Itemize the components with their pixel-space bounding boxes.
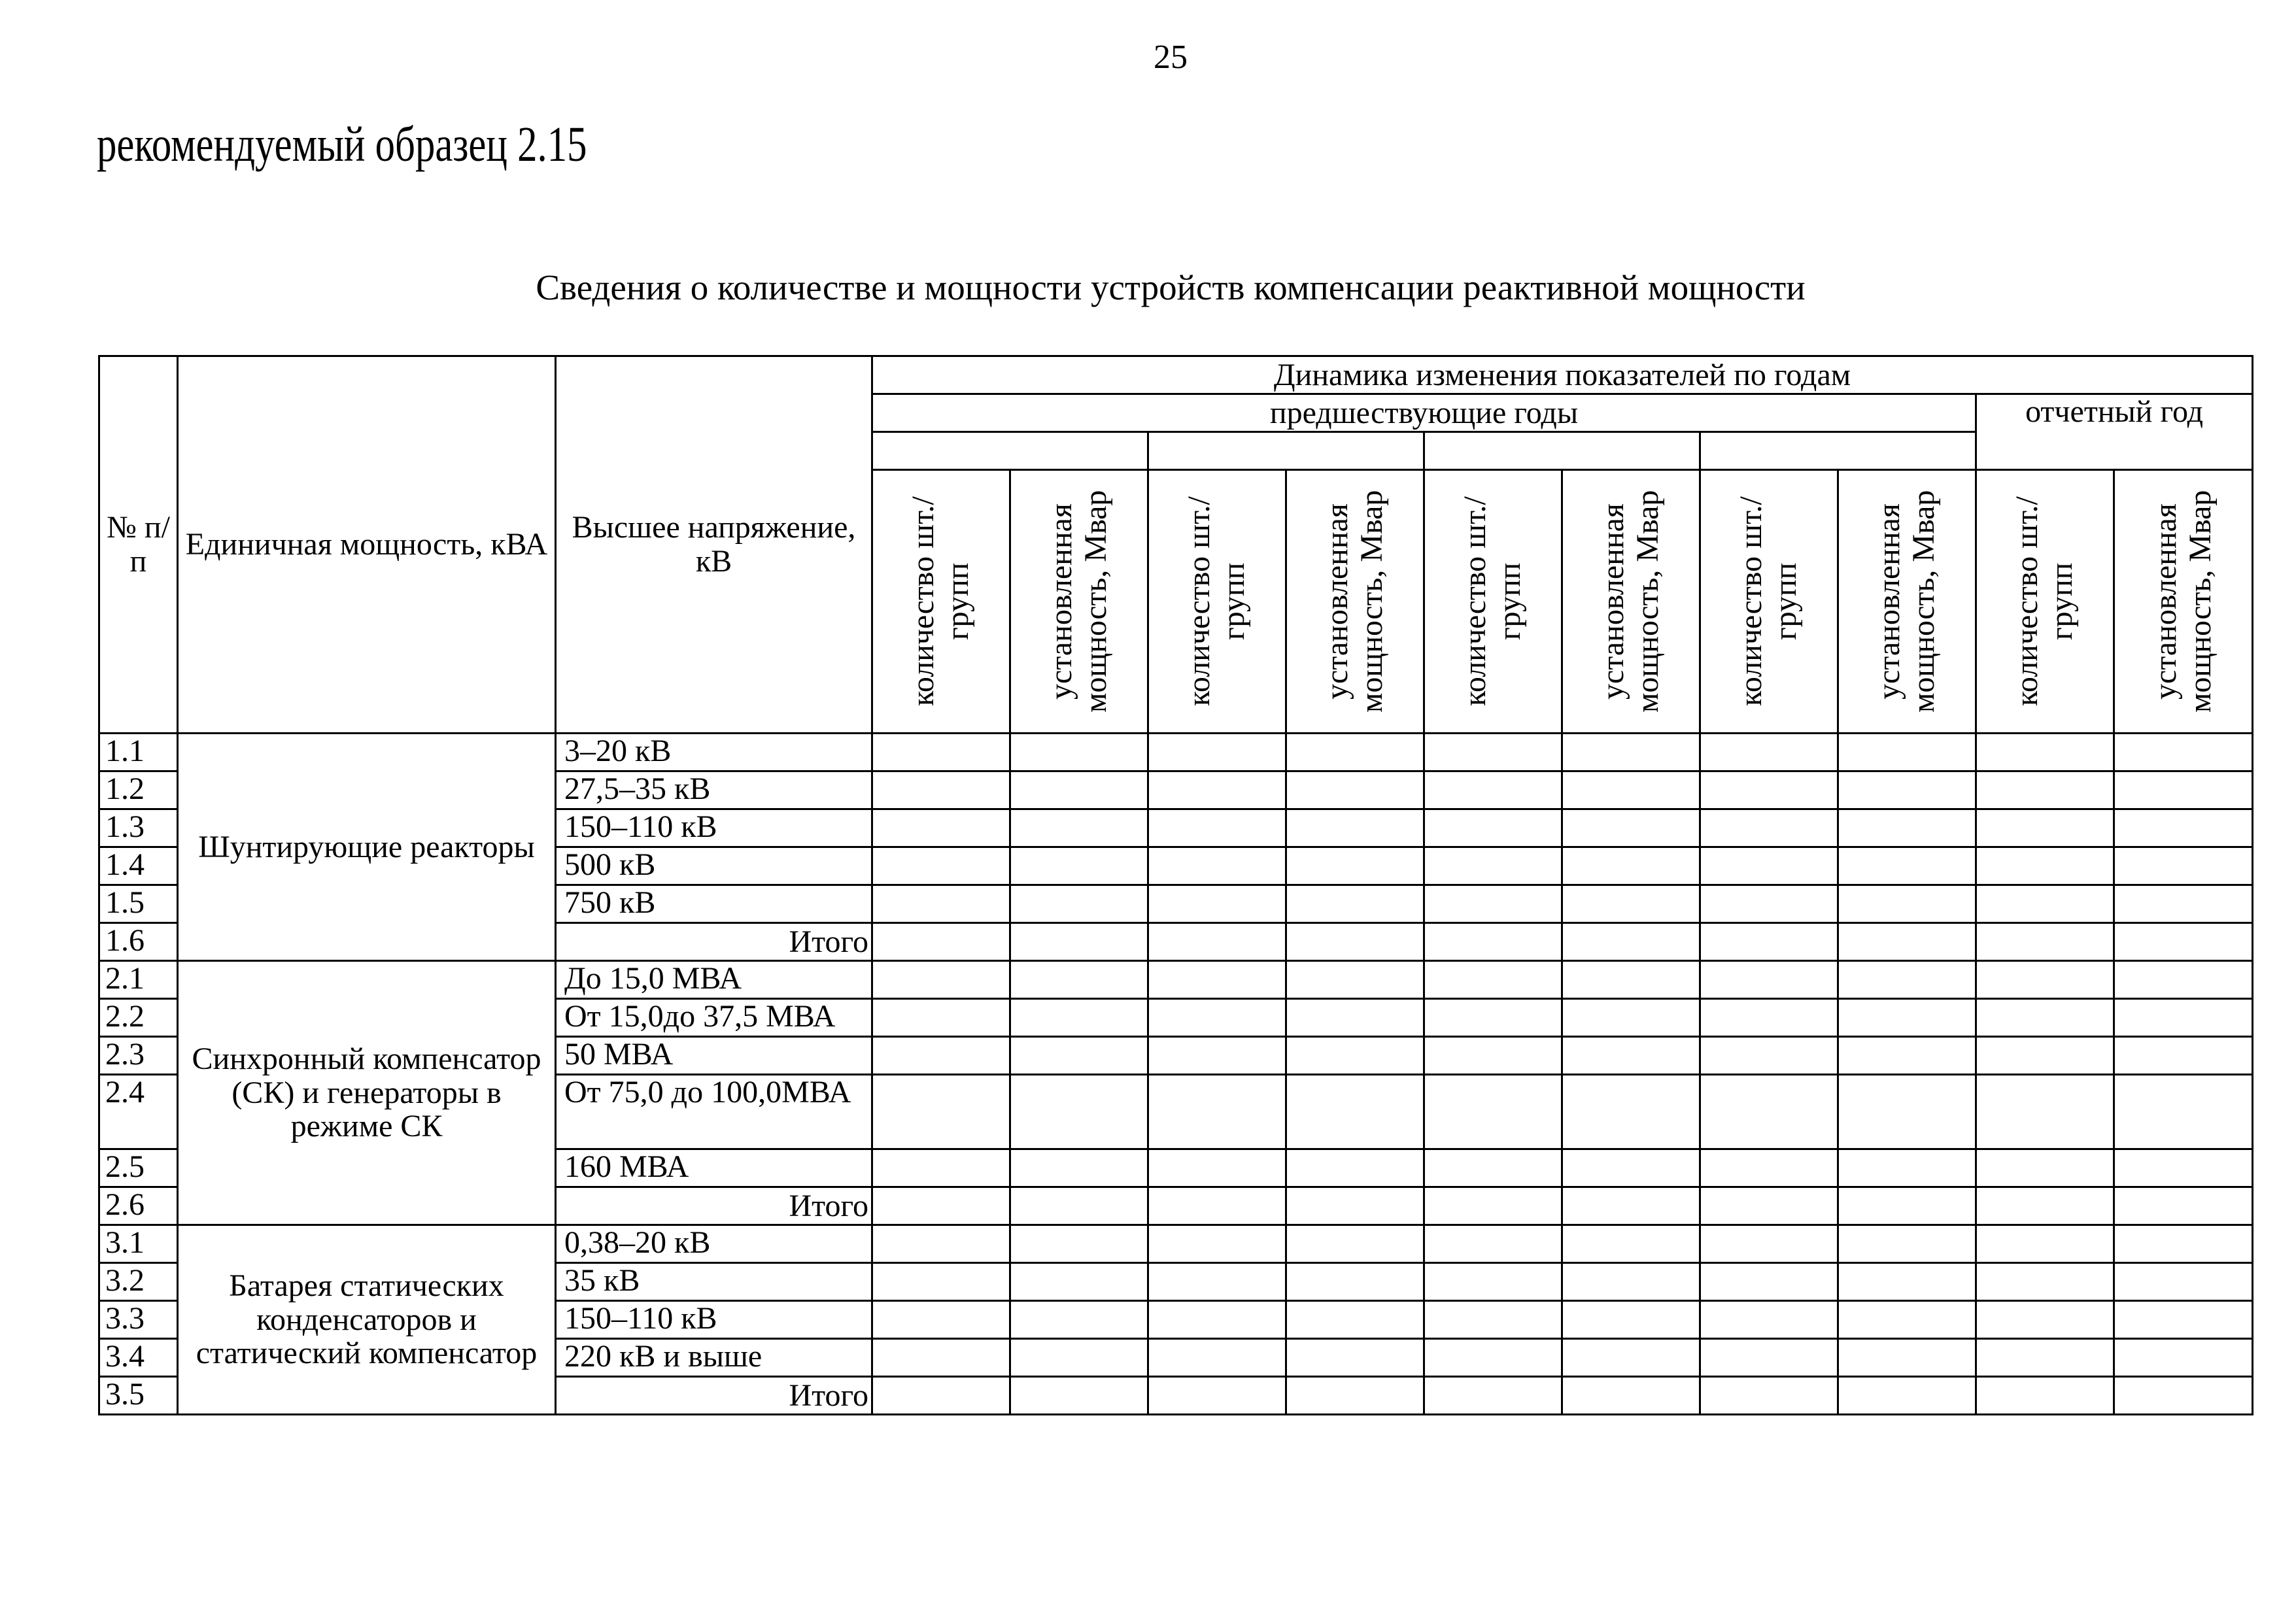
data-cell[interactable] xyxy=(1700,999,1838,1037)
table-row xyxy=(99,1225,2253,1263)
data-cell[interactable] xyxy=(872,923,1010,961)
data-cell[interactable] xyxy=(1976,847,2114,885)
table-row xyxy=(99,961,2253,999)
data-cell[interactable] xyxy=(1838,1263,1976,1301)
data-cell[interactable] xyxy=(1148,1037,1286,1075)
data-cell[interactable] xyxy=(1976,809,2114,847)
data-cell[interactable] xyxy=(1838,771,1976,809)
year-2-cell xyxy=(1148,432,1424,470)
data-cell[interactable] xyxy=(872,1037,1010,1075)
data-cell[interactable] xyxy=(1700,885,1838,923)
data-cell[interactable] xyxy=(1562,809,1700,847)
data-cell[interactable] xyxy=(1976,1301,2114,1339)
data-cell[interactable] xyxy=(2114,847,2253,885)
qty-header-4 xyxy=(1700,470,1838,734)
row-number: 3.2 xyxy=(99,1263,178,1301)
data-cell[interactable] xyxy=(1700,771,1838,809)
data-cell[interactable] xyxy=(1700,1225,1838,1263)
installed-header-text: установленная мощность, Мвар xyxy=(1044,490,1113,713)
data-cell[interactable] xyxy=(1286,1225,1424,1263)
data-cell[interactable] xyxy=(1286,771,1424,809)
data-cell[interactable] xyxy=(872,1149,1010,1187)
data-cell[interactable] xyxy=(2114,771,2253,809)
data-cell[interactable] xyxy=(1148,1149,1286,1187)
row-number: 2.4 xyxy=(99,1075,178,1149)
data-cell[interactable] xyxy=(1562,1075,1700,1149)
data-cell[interactable] xyxy=(1424,1149,1562,1187)
data-cell[interactable] xyxy=(2114,1225,2253,1263)
voltage-value: От 15,0до 37,5 МВА xyxy=(556,999,872,1037)
installed-header-2 xyxy=(1286,470,1424,734)
qty-header-5 xyxy=(1976,470,2114,734)
data-cell[interactable] xyxy=(1148,1377,1286,1415)
voltage-value: 500 кВ xyxy=(556,847,872,885)
voltage-value: 35 кВ xyxy=(556,1263,872,1301)
installed-header-text: установленная мощность, Мвар xyxy=(1320,490,1389,713)
data-cell[interactable] xyxy=(1148,1075,1286,1149)
data-cell[interactable] xyxy=(872,847,1010,885)
data-cell[interactable] xyxy=(1286,999,1424,1037)
data-cell[interactable] xyxy=(1148,923,1286,961)
data-cell[interactable] xyxy=(1976,885,2114,923)
data-cell[interactable] xyxy=(1286,1377,1424,1415)
qty-header-text: количество шт./групп xyxy=(1734,496,1803,707)
data-cell[interactable] xyxy=(1424,1339,1562,1377)
data-cell[interactable] xyxy=(1424,923,1562,961)
qty-header-text: количество шт./групп xyxy=(906,496,975,707)
data-cell[interactable] xyxy=(1838,1037,1976,1075)
data-cell[interactable] xyxy=(1838,734,1976,771)
data-cell[interactable] xyxy=(1976,1075,2114,1149)
row-number: 2.1 xyxy=(99,961,178,999)
data-cell[interactable] xyxy=(2114,1263,2253,1301)
data-cell[interactable] xyxy=(1700,1339,1838,1377)
data-cell[interactable] xyxy=(1286,885,1424,923)
voltage-value: 220 кВ и выше xyxy=(556,1339,872,1377)
data-cell[interactable] xyxy=(1562,923,1700,961)
voltage-value: 150–110 кВ xyxy=(556,1301,872,1339)
data-cell[interactable] xyxy=(872,809,1010,847)
data-cell[interactable] xyxy=(1700,734,1838,771)
row-number: 1.5 xyxy=(99,885,178,923)
data-cell[interactable] xyxy=(1424,1377,1562,1415)
device-type: Шунтирующие реакторы xyxy=(178,734,556,961)
data-cell[interactable] xyxy=(872,1377,1010,1415)
data-cell[interactable] xyxy=(1148,961,1286,999)
data-cell[interactable] xyxy=(1424,1301,1562,1339)
voltage-value: 150–110 кВ xyxy=(556,809,872,847)
data-cell[interactable] xyxy=(1700,1263,1838,1301)
data-cell[interactable] xyxy=(2114,999,2253,1037)
data-cell[interactable] xyxy=(1700,1037,1838,1075)
device-type: Синхронный компенсатор (СК) и генераторы в режиме СК xyxy=(178,961,556,1225)
data-cell[interactable] xyxy=(1424,961,1562,999)
data-cell[interactable] xyxy=(1286,734,1424,771)
data-cell[interactable] xyxy=(1700,1149,1838,1187)
header-previous-years: предшествующие годы xyxy=(872,394,1976,432)
data-cell[interactable] xyxy=(1010,885,1148,923)
data-cell[interactable] xyxy=(2114,1187,2253,1225)
data-cell[interactable] xyxy=(2114,1377,2253,1415)
data-cell[interactable] xyxy=(872,1263,1010,1301)
data-cell[interactable] xyxy=(2114,734,2253,771)
row-number: 1.1 xyxy=(99,734,178,771)
data-cell[interactable] xyxy=(1148,1263,1286,1301)
data-cell[interactable] xyxy=(1562,847,1700,885)
data-cell[interactable] xyxy=(1838,809,1976,847)
data-cell[interactable] xyxy=(2114,961,2253,999)
data-cell[interactable] xyxy=(2114,1339,2253,1377)
row-number: 1.4 xyxy=(99,847,178,885)
data-cell[interactable] xyxy=(1700,961,1838,999)
data-cell[interactable] xyxy=(1424,999,1562,1037)
row-number: 3.3 xyxy=(99,1301,178,1339)
data-cell[interactable] xyxy=(1700,1301,1838,1339)
data-cell[interactable] xyxy=(1148,1301,1286,1339)
data-cell[interactable] xyxy=(1838,1149,1976,1187)
data-cell[interactable] xyxy=(1424,809,1562,847)
data-cell[interactable] xyxy=(1424,1225,1562,1263)
data-cell[interactable] xyxy=(1976,1187,2114,1225)
data-cell[interactable] xyxy=(1838,1187,1976,1225)
data-cell[interactable] xyxy=(1976,1149,2114,1187)
data-cell[interactable] xyxy=(1424,1263,1562,1301)
table-row xyxy=(99,734,2253,771)
voltage-value: 3–20 кВ xyxy=(556,734,872,771)
data-cell[interactable] xyxy=(1286,1037,1424,1075)
row-number: 3.5 xyxy=(99,1377,178,1415)
data-cell[interactable] xyxy=(872,999,1010,1037)
data-cell[interactable] xyxy=(1010,1075,1148,1149)
row-number: 1.3 xyxy=(99,809,178,847)
data-cell[interactable] xyxy=(1010,809,1148,847)
data-cell[interactable] xyxy=(1838,1075,1976,1149)
data-cell[interactable] xyxy=(1010,961,1148,999)
table-title: Сведения о количестве и мощности устройств компенсации реактивной мощности xyxy=(536,267,1806,307)
header-num: № п/п xyxy=(99,356,178,734)
data-cell[interactable] xyxy=(1010,1037,1148,1075)
data-cell[interactable] xyxy=(872,1301,1010,1339)
data-cell[interactable] xyxy=(1148,734,1286,771)
data-cell[interactable] xyxy=(1148,1339,1286,1377)
installed-header-5 xyxy=(2114,470,2253,734)
voltage-value: До 15,0 МВА xyxy=(556,961,872,999)
data-cell[interactable] xyxy=(1700,1075,1838,1149)
data-cell[interactable] xyxy=(1010,734,1148,771)
data-cell[interactable] xyxy=(1976,771,2114,809)
data-cell[interactable] xyxy=(1286,961,1424,999)
data-cell[interactable] xyxy=(1838,1377,1976,1415)
data-cell[interactable] xyxy=(1562,734,1700,771)
data-cell[interactable] xyxy=(1700,847,1838,885)
data-cell[interactable] xyxy=(1838,961,1976,999)
data-cell[interactable] xyxy=(872,1187,1010,1225)
data-cell[interactable] xyxy=(1562,999,1700,1037)
data-cell[interactable] xyxy=(1976,1377,2114,1415)
row-number: 2.6 xyxy=(99,1187,178,1225)
data-cell[interactable] xyxy=(1148,999,1286,1037)
data-cell[interactable] xyxy=(1286,1149,1424,1187)
row-number: 2.5 xyxy=(99,1149,178,1187)
data-cell[interactable] xyxy=(1010,999,1148,1037)
compensation-devices-table xyxy=(98,355,2253,1415)
data-cell[interactable] xyxy=(1424,885,1562,923)
data-cell[interactable] xyxy=(872,734,1010,771)
data-cell[interactable] xyxy=(1286,1187,1424,1225)
data-cell[interactable] xyxy=(2114,1075,2253,1149)
data-cell[interactable] xyxy=(1148,1187,1286,1225)
data-cell[interactable] xyxy=(1838,847,1976,885)
total-label: Итого xyxy=(556,1377,872,1415)
data-cell[interactable] xyxy=(2114,809,2253,847)
row-number: 2.3 xyxy=(99,1037,178,1075)
data-cell[interactable] xyxy=(1838,923,1976,961)
data-cell[interactable] xyxy=(1562,1301,1700,1339)
voltage-value: 0,38–20 кВ xyxy=(556,1225,872,1263)
year-1-cell xyxy=(872,432,1148,470)
installed-header-text: установленная мощность, Мвар xyxy=(2148,490,2218,713)
data-cell[interactable] xyxy=(2114,1149,2253,1187)
data-cell[interactable] xyxy=(1976,1263,2114,1301)
data-cell[interactable] xyxy=(1424,1187,1562,1225)
qty-header-text: количество шт./групп xyxy=(1458,496,1527,707)
data-cell[interactable] xyxy=(1010,1339,1148,1377)
year-3-cell xyxy=(1424,432,1700,470)
data-cell[interactable] xyxy=(1562,1037,1700,1075)
data-cell[interactable] xyxy=(1010,1187,1148,1225)
year-4-cell xyxy=(1700,432,1976,470)
data-cell[interactable] xyxy=(1838,1225,1976,1263)
data-cell[interactable] xyxy=(1148,1225,1286,1263)
data-cell[interactable] xyxy=(1286,809,1424,847)
voltage-value: 50 МВА xyxy=(556,1037,872,1075)
data-cell[interactable] xyxy=(1286,1339,1424,1377)
data-cell[interactable] xyxy=(1562,771,1700,809)
data-cell[interactable] xyxy=(872,1075,1010,1149)
qty-header-3 xyxy=(1424,470,1562,734)
data-cell[interactable] xyxy=(1976,1339,2114,1377)
data-cell[interactable] xyxy=(1976,999,2114,1037)
data-cell[interactable] xyxy=(1010,771,1148,809)
sample-label: рекомендуемый образец 2.15 xyxy=(97,117,587,172)
data-cell[interactable] xyxy=(872,885,1010,923)
page-number: 25 xyxy=(1154,39,1188,76)
data-cell[interactable] xyxy=(1700,809,1838,847)
data-cell[interactable] xyxy=(872,1339,1010,1377)
data-cell[interactable] xyxy=(1286,1075,1424,1149)
installed-header-3 xyxy=(1562,470,1700,734)
data-cell[interactable] xyxy=(1148,771,1286,809)
data-cell[interactable] xyxy=(1838,999,1976,1037)
data-cell[interactable] xyxy=(1976,961,2114,999)
data-cell[interactable] xyxy=(1562,1377,1700,1415)
data-cell[interactable] xyxy=(1010,923,1148,961)
data-cell[interactable] xyxy=(872,961,1010,999)
data-cell[interactable] xyxy=(1976,923,2114,961)
data-cell[interactable] xyxy=(1976,1225,2114,1263)
data-cell[interactable] xyxy=(1010,1301,1148,1339)
data-cell[interactable] xyxy=(1562,1339,1700,1377)
data-cell[interactable] xyxy=(1562,1149,1700,1187)
data-cell[interactable] xyxy=(1148,847,1286,885)
header-unit-power: Единичная мощность, кВА xyxy=(178,356,556,734)
data-cell[interactable] xyxy=(1838,1339,1976,1377)
voltage-value: 27,5–35 кВ xyxy=(556,771,872,809)
header-dynamics: Динамика изменения показателей по годам xyxy=(872,356,2253,394)
data-cell[interactable] xyxy=(1562,1263,1700,1301)
data-cell[interactable] xyxy=(1424,1075,1562,1149)
voltage-value: От 75,0 до 100,0МВА xyxy=(556,1075,872,1149)
data-cell[interactable] xyxy=(1286,1301,1424,1339)
row-number: 3.1 xyxy=(99,1225,178,1263)
data-cell[interactable] xyxy=(1424,771,1562,809)
data-cell[interactable] xyxy=(1010,1225,1148,1263)
data-cell[interactable] xyxy=(1838,885,1976,923)
total-label: Итого xyxy=(556,923,872,961)
data-cell[interactable] xyxy=(872,771,1010,809)
data-cell[interactable] xyxy=(1562,1187,1700,1225)
data-cell[interactable] xyxy=(1424,1037,1562,1075)
data-cell[interactable] xyxy=(2114,923,2253,961)
data-cell[interactable] xyxy=(1700,1377,1838,1415)
voltage-value: 750 кВ xyxy=(556,885,872,923)
data-cell[interactable] xyxy=(1976,1037,2114,1075)
data-cell[interactable] xyxy=(1148,809,1286,847)
qty-header-2 xyxy=(1148,470,1286,734)
data-cell[interactable] xyxy=(1148,885,1286,923)
qty-header-1 xyxy=(872,470,1010,734)
row-number: 1.2 xyxy=(99,771,178,809)
data-cell[interactable] xyxy=(2114,1037,2253,1075)
data-cell[interactable] xyxy=(1700,923,1838,961)
installed-header-4 xyxy=(1838,470,1976,734)
data-cell[interactable] xyxy=(1562,961,1700,999)
installed-header-text: установленная мощность, Мвар xyxy=(1596,490,1665,713)
row-number: 3.4 xyxy=(99,1339,178,1377)
data-cell[interactable] xyxy=(1424,734,1562,771)
data-cell[interactable] xyxy=(1286,847,1424,885)
row-number: 1.6 xyxy=(99,923,178,961)
data-cell[interactable] xyxy=(872,1225,1010,1263)
data-cell[interactable] xyxy=(1562,885,1700,923)
data-cell[interactable] xyxy=(1976,734,2114,771)
data-cell[interactable] xyxy=(1286,923,1424,961)
qty-header-text: количество шт./групп xyxy=(1182,496,1251,707)
data-cell[interactable] xyxy=(1700,1187,1838,1225)
header-report-year: отчетный год xyxy=(1976,394,2253,470)
installed-header-text: установленная мощность, Мвар xyxy=(1872,490,1941,713)
voltage-value: 160 МВА xyxy=(556,1149,872,1187)
data-cell[interactable] xyxy=(1838,1301,1976,1339)
data-cell[interactable] xyxy=(1286,1263,1424,1301)
row-number: 2.2 xyxy=(99,999,178,1037)
data-cell[interactable] xyxy=(1010,847,1148,885)
data-cell[interactable] xyxy=(1010,1263,1148,1301)
data-cell[interactable] xyxy=(1424,847,1562,885)
data-cell[interactable] xyxy=(1010,1149,1148,1187)
installed-header-1 xyxy=(1010,470,1148,734)
data-cell[interactable] xyxy=(1562,1225,1700,1263)
data-cell[interactable] xyxy=(2114,885,2253,923)
data-cell[interactable] xyxy=(1010,1377,1148,1415)
header-voltage: Высшее напряжение, кВ xyxy=(556,356,872,734)
qty-header-text: количество шт./групп xyxy=(2010,496,2079,707)
device-type: Батарея статических конденсаторов и статический компенсатор xyxy=(178,1225,556,1415)
total-label: Итого xyxy=(556,1187,872,1225)
data-cell[interactable] xyxy=(2114,1301,2253,1339)
